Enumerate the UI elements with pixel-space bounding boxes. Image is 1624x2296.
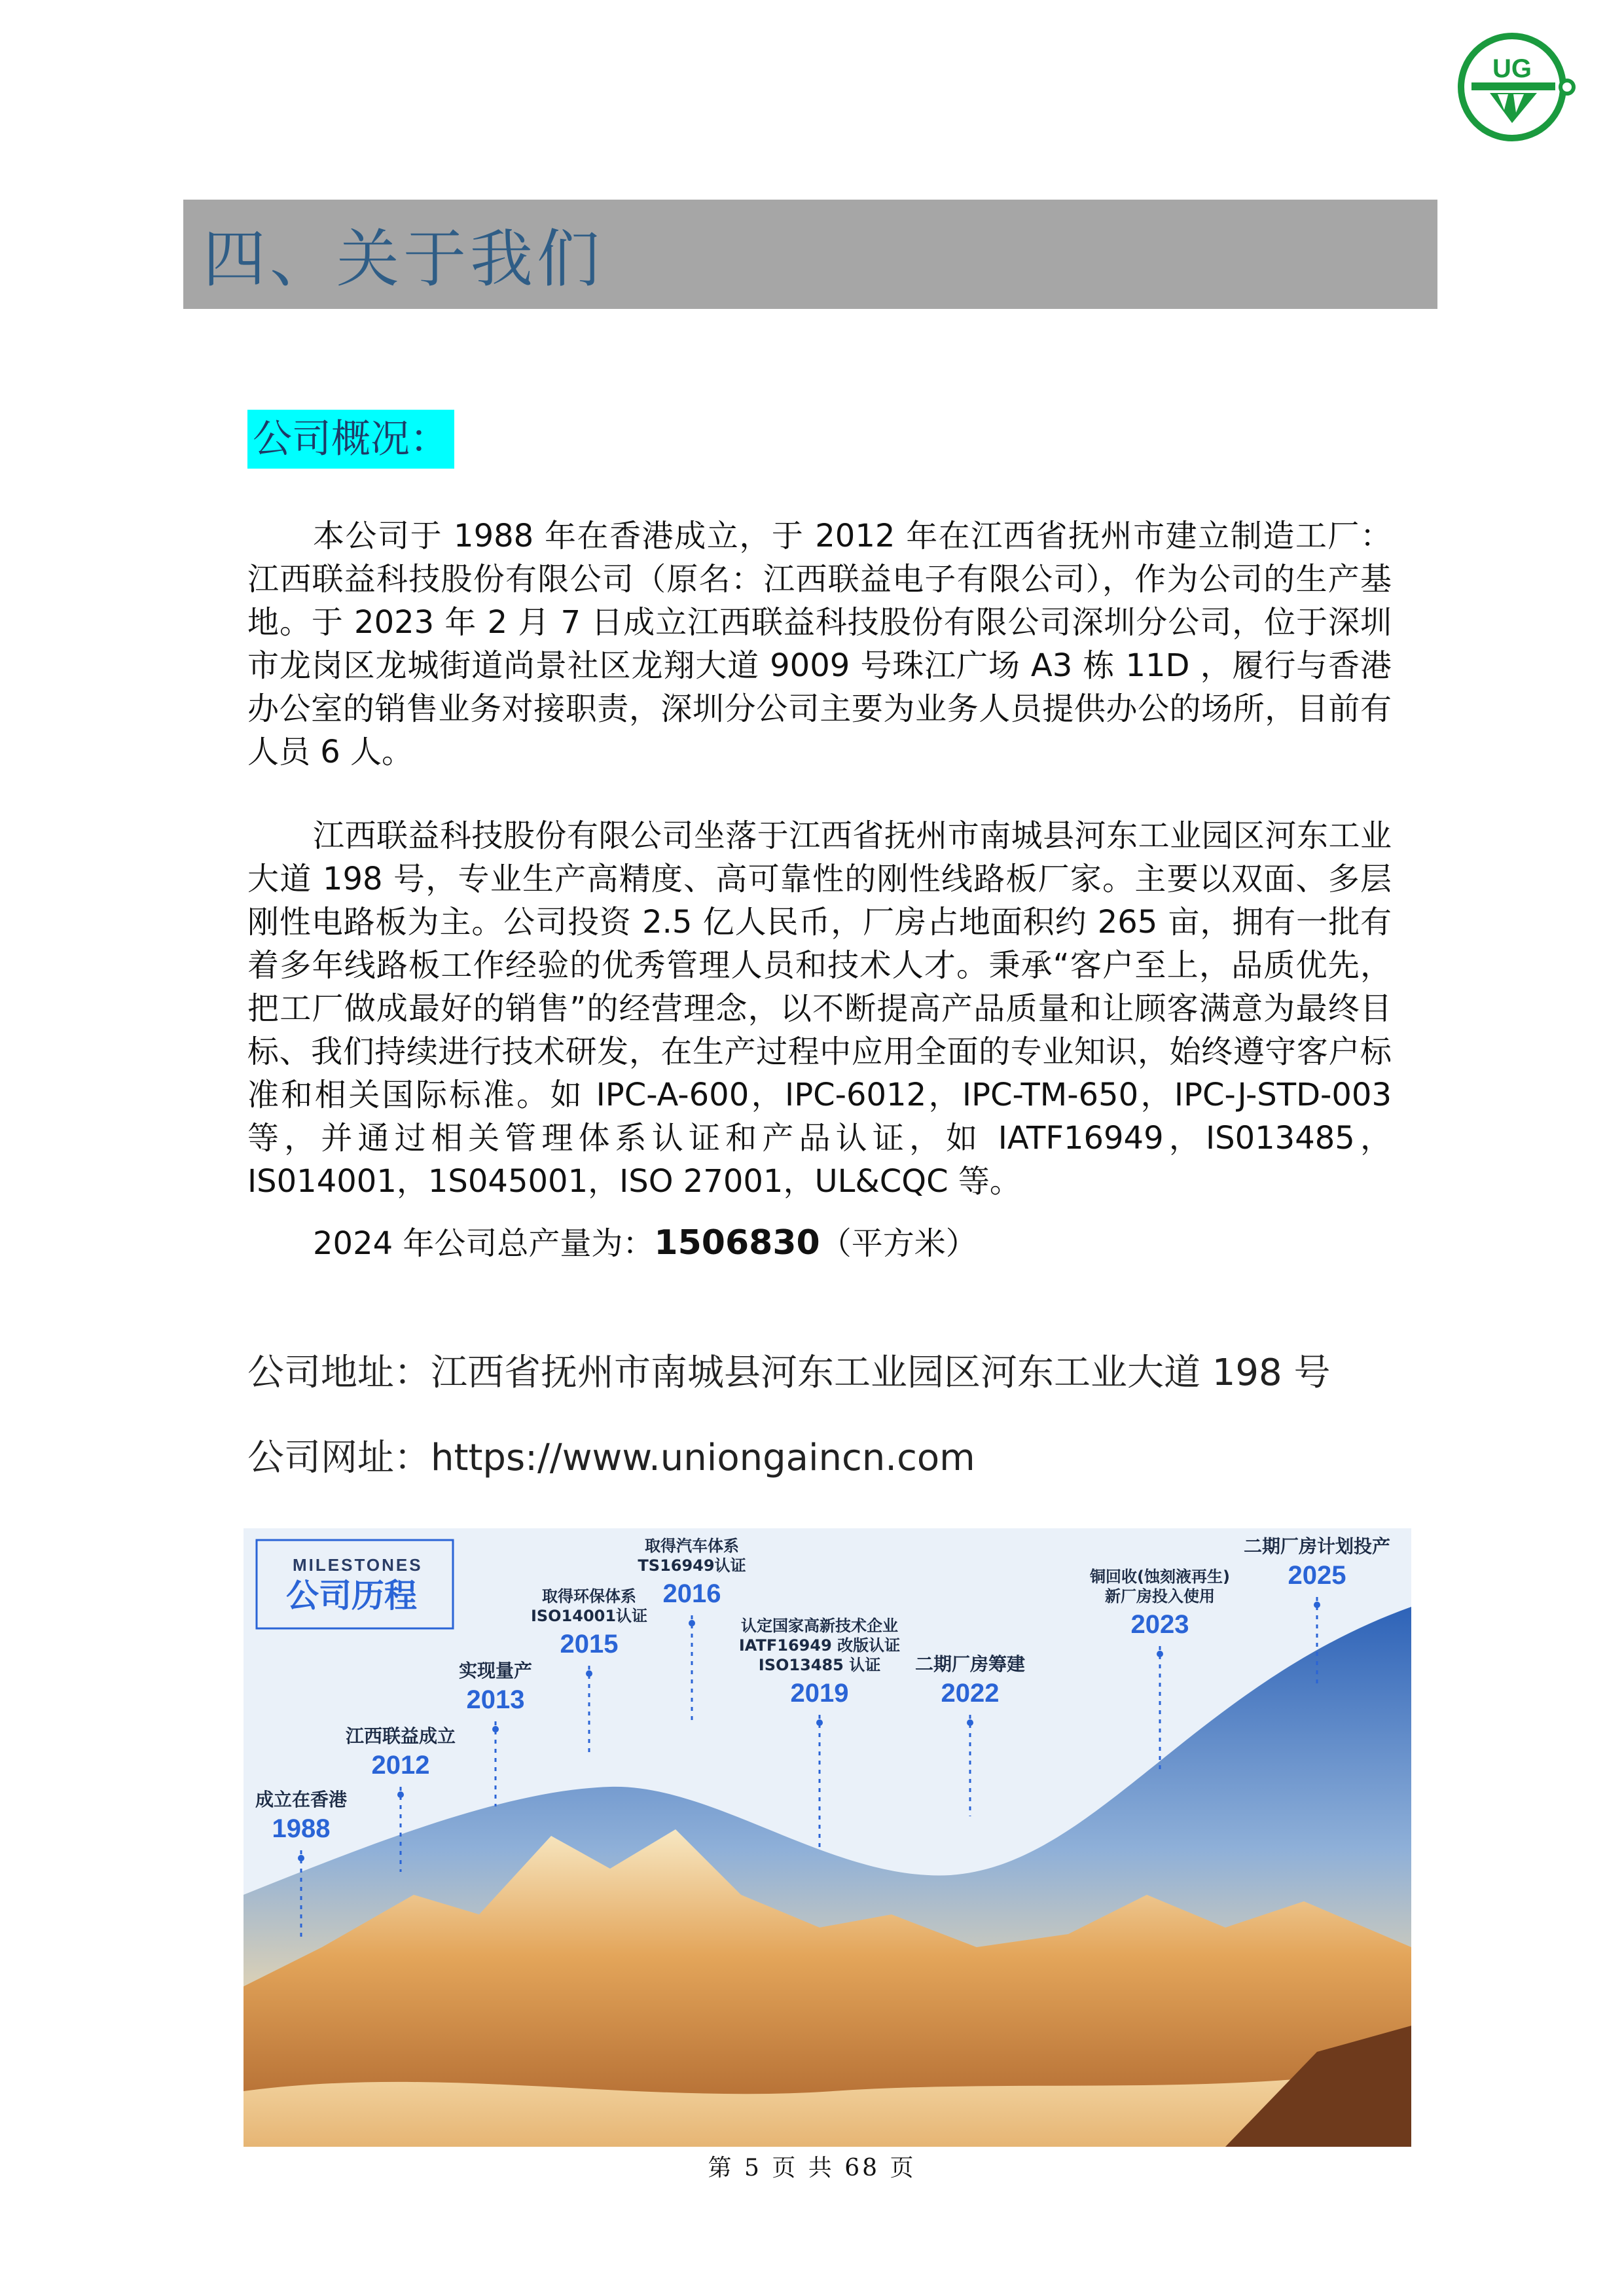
milestones-heading-cn: 公司历程 — [286, 1577, 417, 1615]
milestone-label: 二期厂房筹建 — [914, 1653, 1026, 1675]
milestone-label: 江西联益成立 — [345, 1725, 456, 1747]
overview-heading: 公司概况： — [247, 410, 454, 469]
milestone-label: 取得汽车体系 — [645, 1537, 739, 1555]
overview-paragraph-1: 本公司于 1988 年在香港成立，于 2012 年在江西省抚州市建立制造工厂：江西联益科技股份有限公司（原名：江西联益电子有限公司），作为公司的生产基地。于 2023 年 2 月 7 日成立江西联益科技股份有限公司深圳分公司，位于深圳市龙岗区龙城街道尚景社区龙翔大道 9009 号珠江广场 A3 栋 11D ，履行与香港办公室的销售业务对接职责，深圳分公司主要为业务人员提供办公的场所，目前有人员 6 人。 — [247, 518, 1392, 770]
address-label: 公司地址： — [247, 1352, 431, 1394]
milestone-label: 实现量产 — [458, 1660, 533, 1681]
milestone-label: 新厂房投入使用 — [1105, 1587, 1215, 1605]
milestone-year: 2016 — [662, 1579, 721, 1608]
milestone-year: 2022 — [941, 1679, 1000, 1708]
company-logo — [1452, 25, 1583, 149]
annual-output-line — [313, 1221, 977, 1265]
milestone-dot — [816, 1719, 823, 1726]
milestone-year: 2015 — [560, 1630, 619, 1659]
milestone-dot — [492, 1726, 499, 1732]
company-address-line — [247, 1347, 1331, 1399]
svg-text:UG: UG — [1492, 54, 1532, 83]
milestone-label: ISO13485 认证 — [758, 1656, 881, 1674]
milestone-dot — [397, 1791, 404, 1798]
milestone-dot — [1157, 1651, 1163, 1657]
milestone-label: 认定国家高新技术企业 — [741, 1617, 898, 1635]
milestone-year: 2023 — [1130, 1610, 1189, 1639]
milestone-dot — [967, 1719, 973, 1726]
output-prefix: 2024 年公司总产量为： — [313, 1225, 655, 1262]
milestone-dot — [586, 1670, 592, 1677]
output-unit: （平方米） — [820, 1225, 977, 1262]
milestone-year: 2025 — [1288, 1561, 1346, 1590]
milestone-year: 2013 — [466, 1685, 525, 1714]
address-value: 江西省抚州市南城县河东工业园区河东工业大道 198 号 — [431, 1352, 1331, 1394]
milestone-label: 成立在香港 — [255, 1789, 348, 1810]
website-label: 公司网址： — [247, 1437, 431, 1479]
milestone-year: 2019 — [790, 1679, 849, 1708]
milestone-label: 铜回收(蚀刻液再生) — [1090, 1568, 1230, 1586]
milestone-dot — [689, 1620, 695, 1626]
milestone-dot — [1314, 1602, 1320, 1608]
website-link[interactable]: https://www.uniongaincn.com — [431, 1437, 975, 1479]
milestone-label: TS16949认证 — [638, 1556, 746, 1575]
overview-paragraph-2: 江西联益科技股份有限公司坐落于江西省抚州市南城县河东工业园区河东工业大道 198 号，专业生产高精度、高可靠性的刚性线路板厂家。主要以双面、多层刚性电路板为主。公司投资 2.5 亿人民币，厂房占地面积约 265 亩，拥有一批有着多年线路板工作经验的优秀管理人员和技术人才。秉承“客户至上，品质优先，把工厂做成最好的销售”的经营理念，以不断提高产品质量和让顾客满意为最终目标、我们持续进行技术研发，在生产过程中应用全面的专业知识，始终遵守客户标准和相关国际标准。如 IPC-A-600，IPC-6012，IPC-TM-650，IPC-J-STD-003 等，并通过相关管理体系认证和产品认证，如 IATF16949，IS013485，IS014001，1S045001，ISO 27001，UL&CQC 等。 — [247, 817, 1392, 1200]
milestone-label: 取得环保体系 — [542, 1587, 636, 1605]
section-header-bar — [183, 200, 1437, 309]
milestones-graphic — [244, 1528, 1411, 2147]
section-title: 四、关于我们 — [203, 223, 604, 296]
output-value: 1506830 — [654, 1223, 820, 1263]
milestones-heading-en: MILESTONES — [293, 1555, 423, 1575]
page-footer: 第 5 页 共 68 页 — [708, 2155, 916, 2181]
milestone-dot — [298, 1855, 304, 1861]
milestone-label: IATF16949 改版认证 — [738, 1636, 901, 1655]
milestone-label: ISO14001认证 — [530, 1607, 648, 1625]
milestone-label: 二期厂房计划投产 — [1243, 1535, 1391, 1557]
milestone-year: 2012 — [371, 1751, 430, 1780]
company-website-line — [247, 1432, 975, 1484]
milestone-year: 1988 — [272, 1814, 331, 1843]
